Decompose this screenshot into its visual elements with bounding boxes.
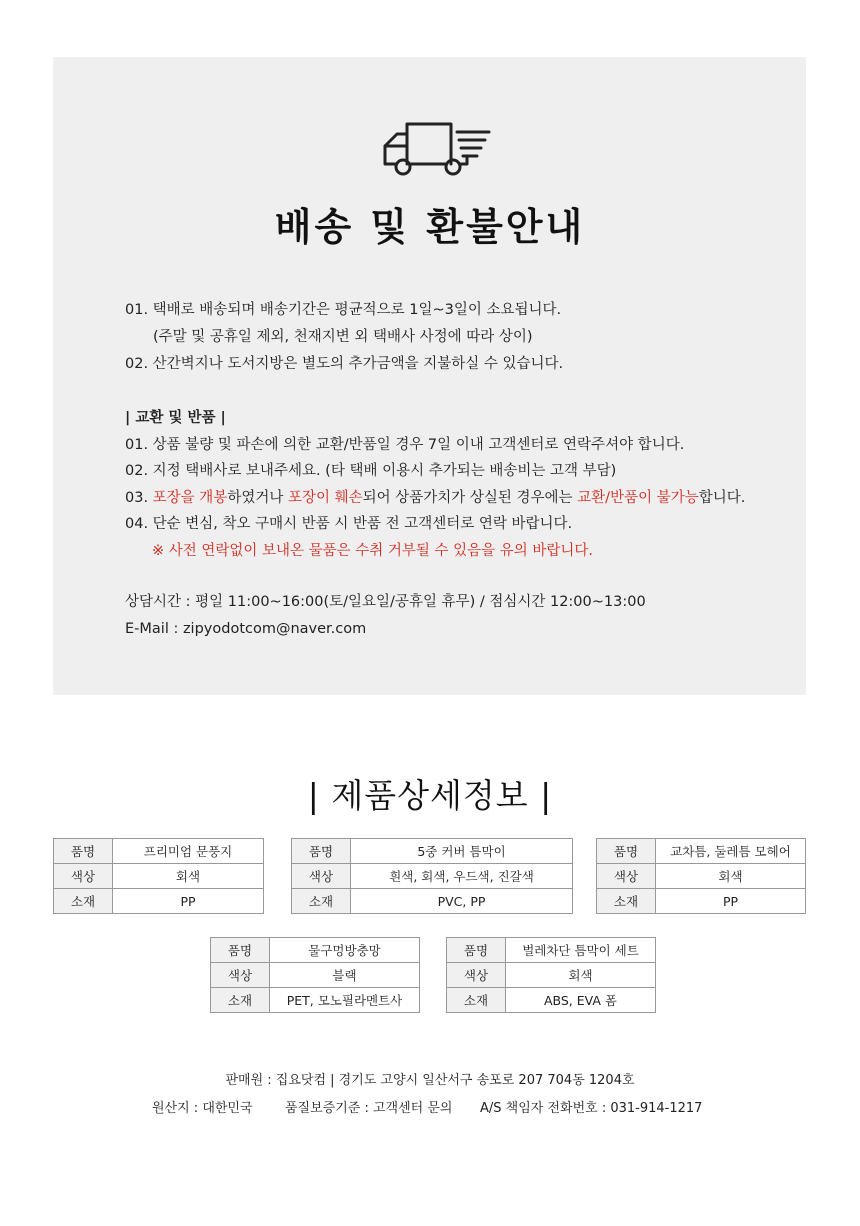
table-row — [597, 889, 806, 914]
spec-table-4 — [210, 937, 420, 1013]
label-color: 색상 — [211, 963, 270, 988]
label-material: 소재 — [597, 889, 656, 914]
label-name: 품명 — [597, 839, 656, 864]
product-color: 흰색, 회색, 우드색, 진갈색 — [351, 864, 573, 889]
table-row — [597, 839, 806, 864]
table-row — [211, 938, 420, 963]
exchange-line-2: 02. 지정 택배사로 보내주세요. (타 택배 이용시 추가되는 배송비는 고객 부담) — [125, 463, 617, 479]
footer-origin: 원산지 : 대한민국 — [152, 1101, 253, 1116]
table-row — [54, 839, 264, 864]
exchange-warning: ※ 사전 연락없이 보내온 물품은 수취 거부될 수 있음을 유의 바랍니다. — [152, 543, 594, 559]
product-color: 회색 — [656, 864, 806, 889]
table-row — [292, 889, 573, 914]
product-material: PET, 모노필라멘트사 — [270, 988, 420, 1013]
table-row — [292, 839, 573, 864]
footer-as-contact: A/S 책임자 전화번호 : 031-914-1217 — [480, 1101, 703, 1116]
product-material: ABS, EVA 폼 — [506, 988, 656, 1013]
table-row — [54, 889, 264, 914]
shipping-line-1-note: (주말 및 공휴일 제외, 천재지변 외 택배사 사정에 따라 상이) — [153, 329, 533, 345]
label-name: 품명 — [211, 938, 270, 963]
footer-quality: 품질보증기준 : 고객센터 문의 — [285, 1101, 453, 1116]
spec-table-5 — [446, 937, 656, 1013]
product-name: 프리미엄 문풍지 — [113, 839, 264, 864]
product-name: 벌레차단 틈막이 세트 — [506, 938, 656, 963]
label-material: 소재 — [211, 988, 270, 1013]
product-color: 회색 — [113, 864, 264, 889]
product-name: 교차틈, 둘레틈 모헤어 — [656, 839, 806, 864]
table-row — [597, 864, 806, 889]
label-color: 색상 — [447, 963, 506, 988]
exchange-line-3-g: 합니다. — [698, 490, 746, 506]
exchange-line-3 — [125, 488, 745, 508]
shipping-line-2: 02. 산간벽지나 도서지방은 별도의 추가금액을 지불하실 수 있습니다. — [125, 356, 564, 372]
label-material: 소재 — [54, 889, 113, 914]
exchange-line-3-c: 하였거나 — [227, 490, 288, 506]
product-material: PP — [656, 889, 806, 914]
table-row — [447, 963, 656, 988]
table-row — [211, 963, 420, 988]
table-row — [211, 988, 420, 1013]
label-color: 색상 — [292, 864, 351, 889]
exchange-line-3-a: 03. — [125, 490, 153, 506]
exchange-heading: | 교환 및 반품 | — [125, 410, 226, 426]
label-name: 품명 — [54, 839, 113, 864]
label-color: 색상 — [597, 864, 656, 889]
product-material: PP — [113, 889, 264, 914]
exchange-line-4: 04. 단순 변심, 착오 구매시 반품 시 반품 전 고객센터로 연락 바랍니다. — [125, 516, 573, 532]
page-title: 배송 및 환불안내 — [274, 205, 586, 249]
table-row — [447, 938, 656, 963]
label-name: 품명 — [292, 839, 351, 864]
shipping-line-1: 01. 택배로 배송되며 배송기간은 평균적으로 1일~3일이 소요됩니다. — [125, 302, 562, 318]
product-name: 물구멍방충망 — [270, 938, 420, 963]
spec-table-3 — [596, 838, 806, 914]
product-name: 5중 커버 틈막이 — [351, 839, 573, 864]
exchange-line-3-b: 포장을 개봉 — [152, 490, 228, 506]
exchange-line-1: 01. 상품 불량 및 파손에 의한 교환/반품일 경우 7일 이내 고객센터로 연락주셔야 합니다. — [125, 437, 685, 453]
table-row — [54, 864, 264, 889]
product-color: 회색 — [506, 963, 656, 988]
truck-icon — [381, 118, 493, 182]
product-material: PVC, PP — [351, 889, 573, 914]
label-material: 소재 — [292, 889, 351, 914]
table-row — [447, 988, 656, 1013]
contact-email: E-Mail : zipyodotcom@naver.com — [125, 621, 367, 637]
spec-table-1 — [53, 838, 264, 914]
spec-table-2 — [291, 838, 573, 914]
table-row — [292, 864, 573, 889]
footer-seller: 판매원 : 집요닷컴 | 경기도 고양시 일산서구 송포로 207 704동 1204호 — [225, 1073, 635, 1088]
exchange-line-3-d: 포장이 훼손 — [287, 490, 363, 506]
contact-hours: 상담시간 : 평일 11:00~16:00(토/일요일/공휴일 휴무) / 점심시간 12:00~13:00 — [125, 594, 646, 610]
label-name: 품명 — [447, 938, 506, 963]
exchange-line-3-f: 교환/반품이 불가능 — [577, 490, 699, 506]
exchange-line-3-e: 되어 상품가치가 상실된 경우에는 — [362, 490, 578, 506]
product-color: 블랙 — [270, 963, 420, 988]
label-color: 색상 — [54, 864, 113, 889]
product-details-title: | 제품상세정보 | — [307, 776, 553, 815]
label-material: 소재 — [447, 988, 506, 1013]
